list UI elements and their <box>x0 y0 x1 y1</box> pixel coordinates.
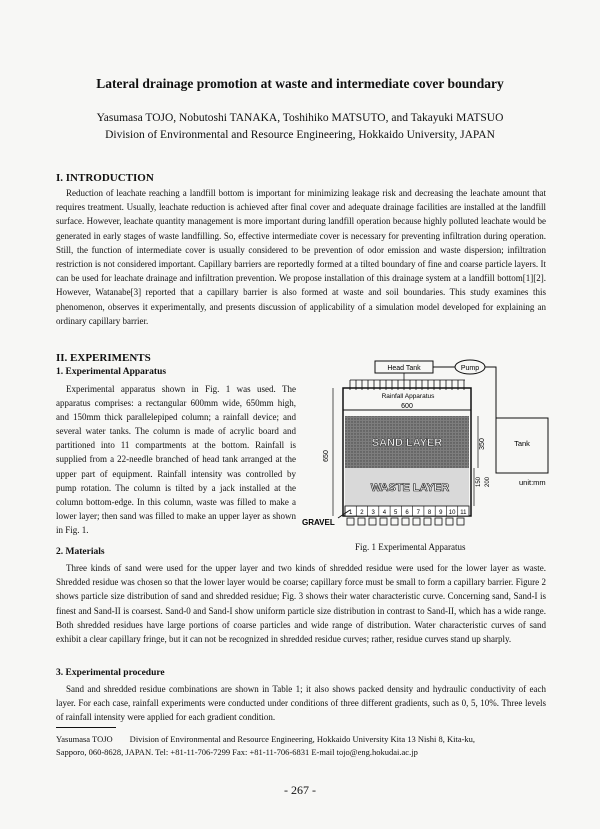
footnote-line2: Sapporo, 060-8628, JAPAN. Tel: +81-11-706-7299 Fax: +81-11-706-6831 E-mail tojo@eng.hokudai.ac.jp <box>56 747 418 757</box>
materials-paragraph <box>56 561 546 646</box>
apparatus-paragraph <box>56 382 296 537</box>
compartment-number: 5 <box>394 510 398 516</box>
gravel-label: GRAVEL <box>302 518 335 527</box>
compartment-number: 4 <box>382 510 387 516</box>
author-block <box>40 110 560 144</box>
figure-caption: Fig. 1 Experimental Apparatus <box>355 542 466 552</box>
pump-label: Pump <box>460 365 480 372</box>
procedure-paragraph <box>56 682 546 725</box>
drain-cups <box>347 518 464 525</box>
footnote-line1: Yasumasa TOJO Division of Environmental and Resource Engineering, Hokkaido University Kita 13 Nishi 8, Kita-ku, <box>56 734 476 744</box>
intro-paragraph <box>56 186 546 328</box>
width-dimension-label: 600 <box>401 403 413 410</box>
tank-label: Tank <box>514 439 530 448</box>
materials-text: Three kinds of sand were used for the upper layer and two kinds of shredded residue were used for the lower layer as waste. Shredded residue was chosen so that the lower layer would be coarse; capillary force must be small to form a capillary barrier. Figure 2 shows particle size distribution of sand and shredded residue; Fig. 3 shows their water characteristic curve. Concerning sand, Sand-I is finest and Sand-II is coarsest. Sand-0 and Sand-I show uniform particle size distribution in contrast to Sand-II, which has a wide range. Both shredded residues have large portions of coarse particles and wide range of distribution. Water characteristic curves of sand exhibit a clear capillary fringe, but it can not be recognized in shredded residue curves; rather, residue curves stand up sharply. <box>56 563 546 645</box>
waste-150-label: 150 <box>476 476 482 488</box>
intro-text: Reduction of leachate reaching a landfill bottom is important for minimizing leakage risk and decreasing the leachate amount that requires treatment. Usually, leachate reduction is achieved after final cover and adequate drainage facilities are installed at the landfill surface. However, leachate quantity management is more important during landfill operation because highly polluted leachate would be generated in early stages of waste landfilling. So, effective intermediate cover is necessary for preventing infiltration during operation. Still, the function of intermediate cover is usually considered to be prevention of odor emission and waste dispersion; infiltration restriction is not considered important. Capillary barriers are reportedly formed at a tilted boundary of fine and coarse particle layers. It can be used for leachate drainage and infiltration prevention. We propose installation of this drainage system at a landfill bottom[1][2]. However, Watanabe[3] reported that a capillary barrier is also formed at waste and soil boundaries. This study examines this phenomenon, observes it experimentally, and presents discussion of applicability of a simulation model developed for explaining an ordinary capillary barrier. <box>56 188 546 326</box>
figure-apparatus <box>300 358 560 543</box>
apparatus-text: Experimental apparatus shown in Fig. 1 was used. The apparatus comprises: a rectangular 600mm wide, 650mm high, and 150mm thick parallelepiped column; a rainfall device; and several water tanks. The column is made of acrylic board and partitioned into 11 compartments at the bottom. Rainfall is supplied from a 22-needle branched of head tank arranged at the upper part of equipment. Rainfall intensity was controlled by pump rotation. The column is tilted by a jack installed at the column bottom-edge. In this column, waste was filled to make a lower layer; then sand was filled to make an upper layer as shown in Fig. 1. <box>56 384 296 535</box>
waste-200-label: 200 <box>485 476 491 488</box>
apparatus-diagram <box>300 358 560 538</box>
footnote <box>56 733 556 759</box>
compartment-number: 3 <box>371 510 375 516</box>
paper-title: Lateral drainage promotion at waste and intermediate cover boundary <box>96 76 504 91</box>
rainfall-label: Rainfall Apparatus <box>381 393 435 400</box>
compartment-number: 1 <box>348 510 353 516</box>
procedure-subheading: 3. Experimental procedure <box>56 668 165 678</box>
sand-layer-label: SAND LAYER <box>371 437 443 449</box>
compartment-number: 9 <box>439 510 443 516</box>
author-affiliation: Division of Environmental and Resource Engineering, Hokkaido University, JAPAN <box>105 129 495 141</box>
height-dimension-label: 650 <box>323 450 330 462</box>
compartment-number: 10 <box>448 510 456 516</box>
page-number: - 267 - <box>284 783 316 797</box>
materials-subheading: 2. Materials <box>56 547 105 557</box>
apparatus-subheading: 1. Experimental Apparatus <box>56 367 167 377</box>
procedure-text: Sand and shredded residue combinations are shown in Table 1; it also shows packed density and hydraulic conductivity of each layer. For each case, rainfall experiments were conducted under conditions of three different gradients, such as 0, 5, 10%. Three levels of rainfall intensity were applied for each gradient condition. <box>56 684 546 723</box>
author-names: Yasumasa TOJO, Nobutoshi TANAKA, Toshihiko MATSUTO, and Takayuki MATSUO <box>96 112 504 124</box>
sand-dimension-label: 350 <box>479 438 486 450</box>
waste-layer-label: WASTE LAYER <box>370 482 450 494</box>
compartment-number: 6 <box>405 510 409 516</box>
intro-heading: I. INTRODUCTION <box>56 172 154 184</box>
compartment-number: 8 <box>427 510 432 516</box>
compartment-number: 11 <box>460 510 467 516</box>
footnote-rule <box>56 727 116 728</box>
compartment-number: 2 <box>360 510 364 516</box>
head-tank-label: Head Tank <box>387 365 421 372</box>
experiments-heading: II. EXPERIMENTS <box>56 352 151 364</box>
compartment-number: 7 <box>416 510 420 516</box>
unit-label: unit:mm <box>519 478 546 487</box>
